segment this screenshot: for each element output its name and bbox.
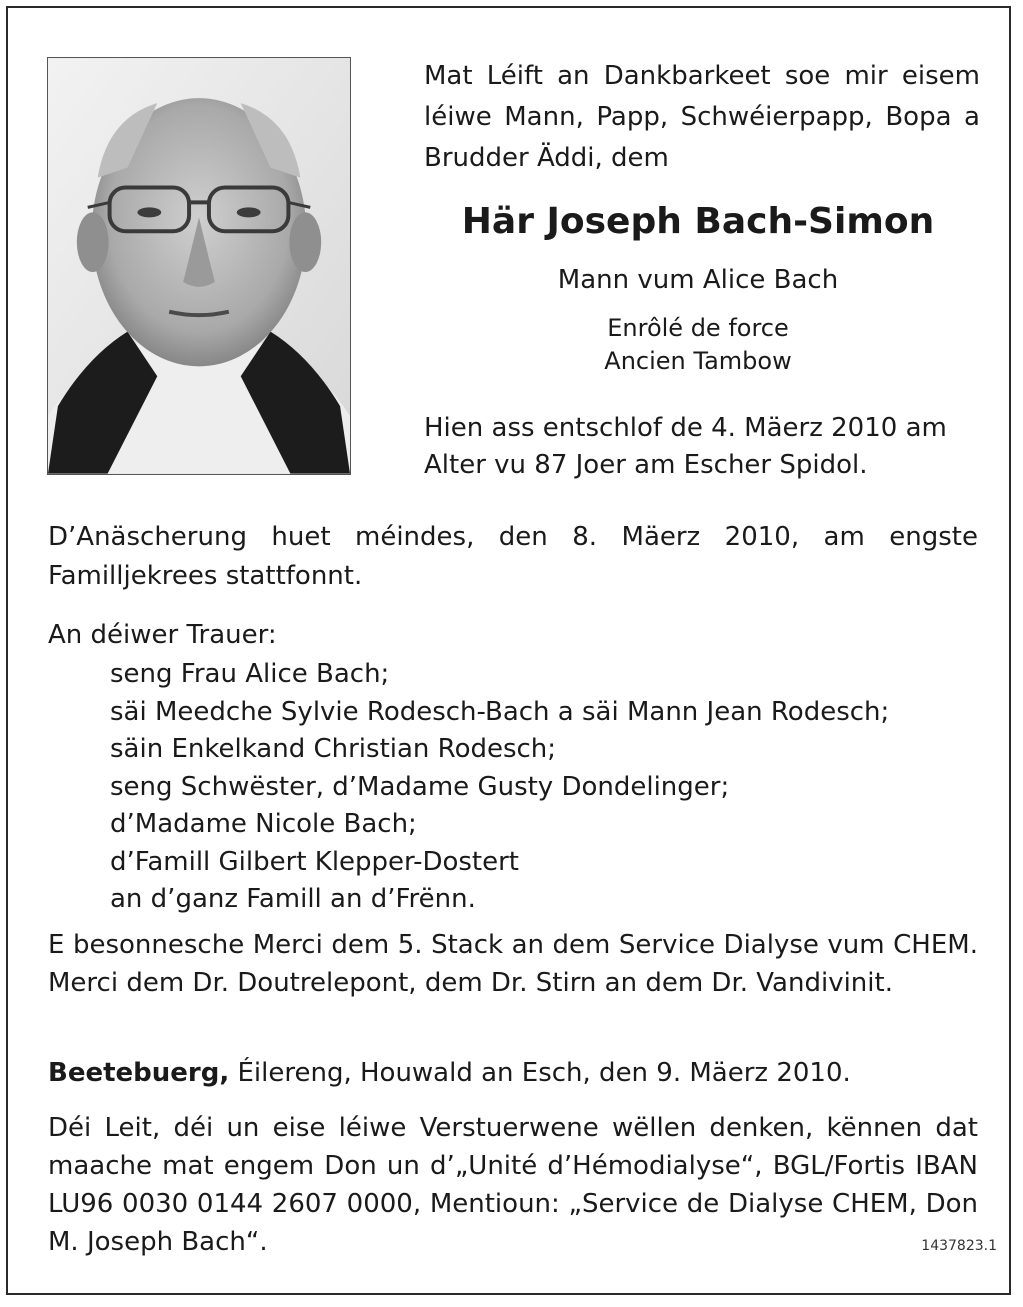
- mourner-item: säin Enkelkand Christian Rodesch;: [110, 734, 557, 764]
- mourner-item: seng Schwëster, d’Madame Gusty Dondelinger;: [110, 771, 730, 802]
- death-line: Alter vu 87 Joer am Escher Spidol.: [424, 450, 868, 480]
- deceased-name: Här Joseph Bach-Simon: [461, 201, 935, 242]
- death-line: Hien ass entschlof de 4. Mäerz 2010 am: [424, 413, 947, 443]
- death-notice: [424, 410, 980, 484]
- place-rest: Éilereng, Houwald an Esch, den 9. Mäerz 2010.: [229, 1058, 851, 1088]
- mourner-item: d’Madame Nicole Bach;: [110, 809, 417, 839]
- mourner-item: seng Frau Alice Bach;: [110, 659, 390, 689]
- honorary-titles: [400, 312, 996, 378]
- intro-text: Mat Léift an Dankbarkeet soe mir eisem léiwe Mann, Papp, Schwéierpapp, Bopa a Brudder Äddi, dem: [424, 61, 980, 173]
- thanks-paragraph: E besonnesche Merci dem 5. Stack an dem Service Dialyse vum CHEM. Merci dem Dr. Doutrelepont, dem Dr. Stirn an dem Dr. Vandivinit.: [48, 930, 978, 998]
- donation-paragraph: Déi Leit, déi un eise léiwe Verstuerwene wëllen denken, kënnen dat maache mat engem Don un d’„Unité d’Hémodialyse“, BGL/Fortis IBAN LU96 0030 0144 2607 0000, Mentioun: „Service de Dialyse CHEM, Don M. Joseph Bach“.: [48, 1113, 978, 1257]
- place-date-line: [48, 1054, 978, 1093]
- mourner-item: säi Meedche Sylvie Rodesch-Bach a säi Mann Jean Rodesch;: [110, 696, 890, 727]
- title-line: Enrôlé de force: [607, 314, 789, 342]
- spouse-line: Mann vum Alice Bach: [557, 265, 839, 295]
- mourner-item: d’Famill Gilbert Klepper-Dostert: [110, 846, 520, 877]
- mourners-list: [110, 656, 990, 919]
- reference-number: 1437823.1: [921, 1238, 997, 1254]
- cremation-paragraph: D’Anäscherung huet méindes, den 8. Mäerz 2010, am engste Familljekrees stattfonnt.: [48, 522, 978, 591]
- portrait-photo: [47, 57, 351, 475]
- place-bold: Beetebuerg,: [48, 1058, 230, 1088]
- mourner-item: an d’ganz Famill an d’Frënn.: [110, 884, 476, 914]
- mourners-heading: An déiwer Trauer:: [48, 620, 277, 650]
- title-line: Ancien Tambow: [604, 347, 792, 375]
